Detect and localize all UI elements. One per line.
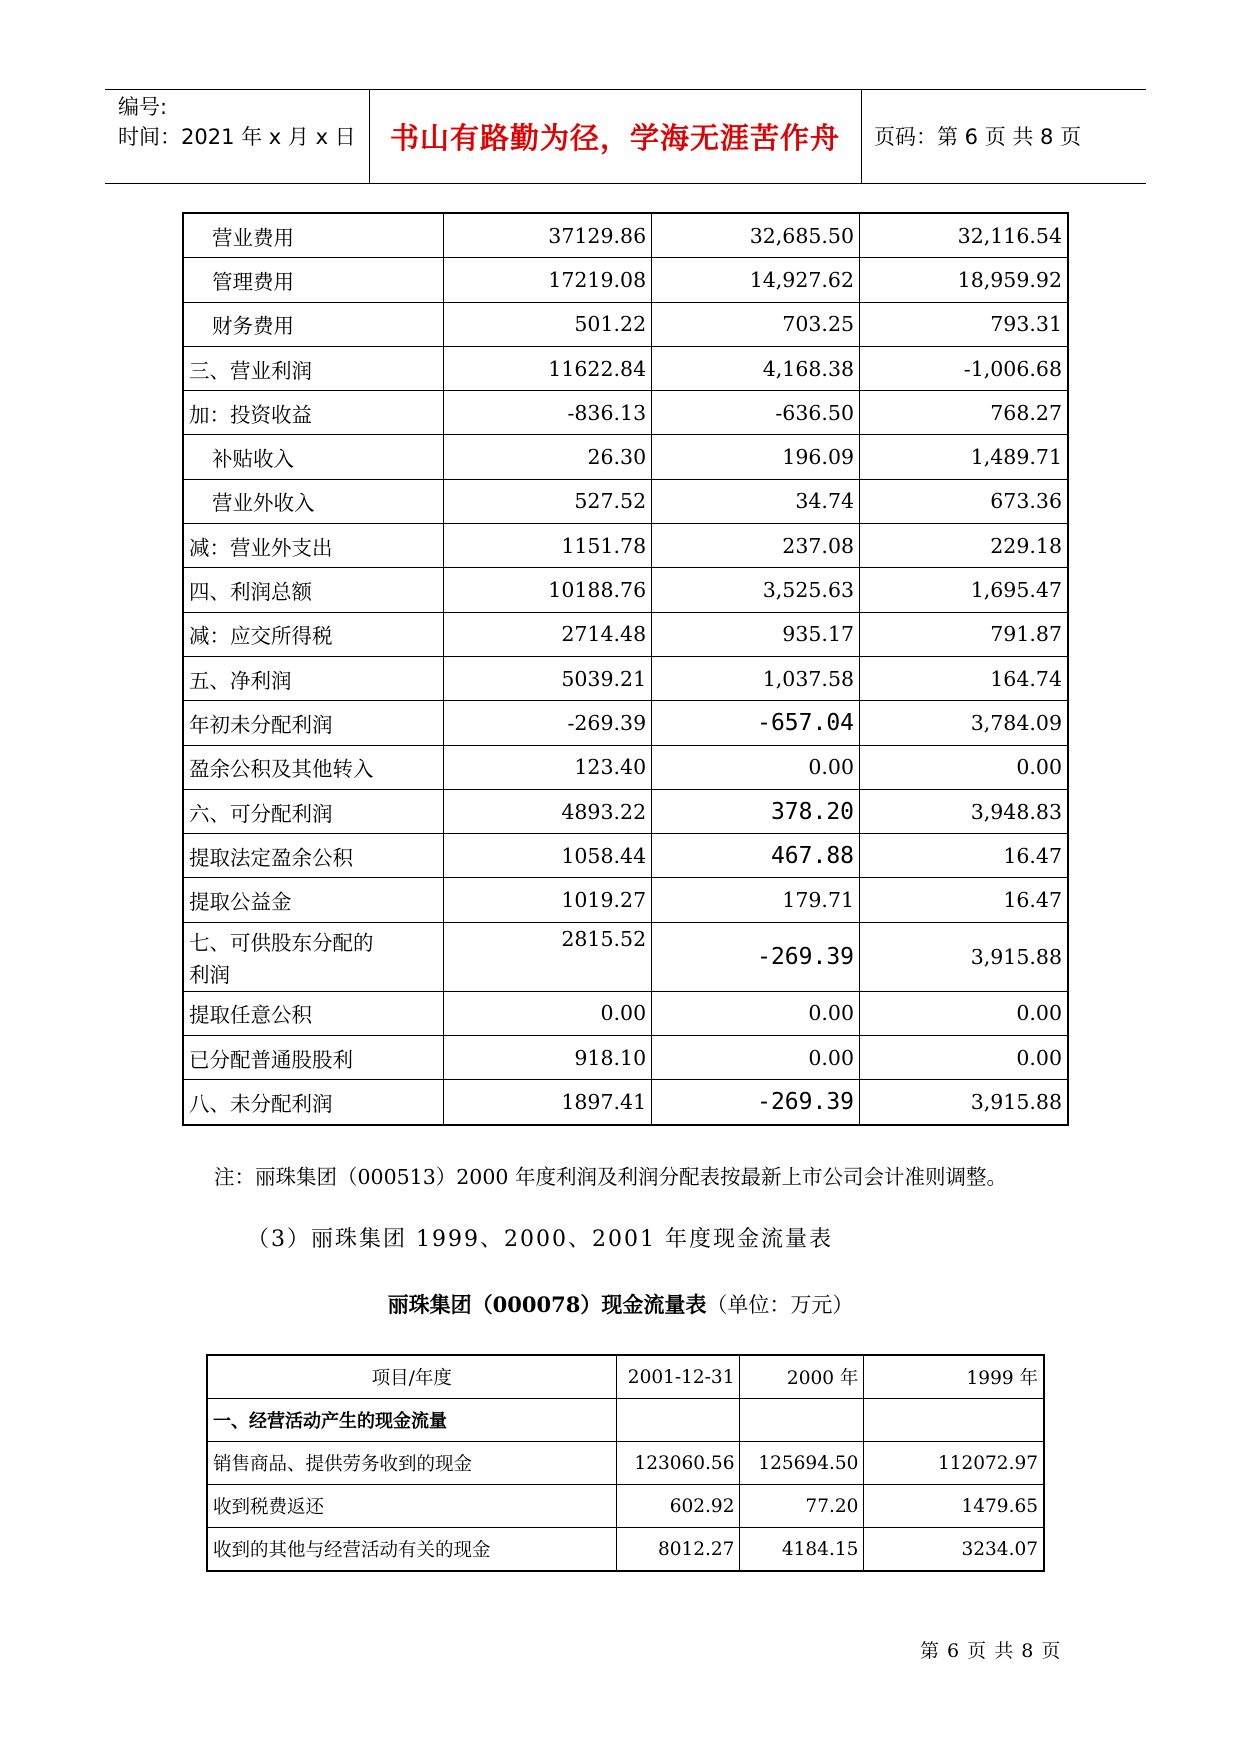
table-row bbox=[183, 878, 1068, 922]
cell-value: 0.00 bbox=[860, 745, 1068, 789]
cell-value: 123060.56 bbox=[616, 1442, 740, 1485]
cell-value: 32,685.50 bbox=[652, 213, 860, 258]
cell-value: -269.39 bbox=[652, 1080, 860, 1125]
row-label: 已分配普通股股利 bbox=[183, 1036, 444, 1080]
row-label: 提取法定盈余公积 bbox=[183, 834, 444, 878]
table-row bbox=[183, 524, 1068, 568]
table-row bbox=[207, 1485, 1044, 1528]
cell-value: 378.20 bbox=[652, 789, 860, 833]
table-row bbox=[183, 213, 1068, 258]
cell-value: 0.00 bbox=[860, 991, 1068, 1035]
cell-value: 123.40 bbox=[444, 745, 652, 789]
table-row bbox=[207, 1442, 1044, 1485]
table-row bbox=[183, 656, 1068, 700]
row-label: 补贴收入 bbox=[183, 435, 444, 479]
row-label: 五、净利润 bbox=[183, 656, 444, 700]
column-header: 2001-12-31 bbox=[616, 1355, 740, 1399]
cell-value: 32,116.54 bbox=[860, 213, 1068, 258]
column-header: 1999 年 bbox=[864, 1355, 1044, 1399]
cell-value: 179.71 bbox=[652, 878, 860, 922]
cell-value: 2714.48 bbox=[444, 612, 652, 656]
row-label: 提取任意公积 bbox=[183, 991, 444, 1035]
cell-value: 602.92 bbox=[616, 1485, 740, 1528]
cell-value: 0.00 bbox=[444, 991, 652, 1035]
cell-value: 467.88 bbox=[652, 834, 860, 878]
table-row bbox=[183, 302, 1068, 346]
cell-value: 5039.21 bbox=[444, 656, 652, 700]
cell-value: 16.47 bbox=[860, 878, 1068, 922]
cell-value: 8012.27 bbox=[616, 1528, 740, 1572]
row-label: 加：投资收益 bbox=[183, 391, 444, 435]
cashflow-table bbox=[206, 1354, 1045, 1572]
cell-value: 0.00 bbox=[860, 1036, 1068, 1080]
cell-value: 26.30 bbox=[444, 435, 652, 479]
cashflow-caption bbox=[0, 1289, 1241, 1319]
table-row bbox=[183, 391, 1068, 435]
row-label: 销售商品、提供劳务收到的现金 bbox=[207, 1442, 616, 1485]
cell-value: 0.00 bbox=[652, 991, 860, 1035]
cell-value: 229.18 bbox=[860, 524, 1068, 568]
cell-value: 1,037.58 bbox=[652, 656, 860, 700]
cell-value: 164.74 bbox=[860, 656, 1068, 700]
cell-value: 1479.65 bbox=[864, 1485, 1044, 1528]
cell-value: -836.13 bbox=[444, 391, 652, 435]
row-label: 三、营业利润 bbox=[183, 346, 444, 390]
row-label: 营业外收入 bbox=[183, 479, 444, 523]
cell-value: 0.00 bbox=[652, 1036, 860, 1080]
page-footer: 第 6 页 共 8 页 bbox=[920, 1640, 1062, 1662]
cell-value: 125694.50 bbox=[740, 1442, 864, 1485]
cell-value: -636.50 bbox=[652, 391, 860, 435]
time-label: 时间：2021 年 x 月 x 日 bbox=[118, 125, 356, 149]
cell-value: 2815.52 bbox=[444, 922, 652, 991]
cell-value: 17219.08 bbox=[444, 258, 652, 302]
column-header: 项目/年度 bbox=[207, 1355, 616, 1399]
header-divider-right bbox=[861, 89, 862, 183]
row-label: 收到税费返还 bbox=[207, 1485, 616, 1528]
cell-value: 527.52 bbox=[444, 479, 652, 523]
column-header: 2000 年 bbox=[740, 1355, 864, 1399]
table-row bbox=[183, 991, 1068, 1035]
row-label: 财务费用 bbox=[183, 302, 444, 346]
cell-value: 1058.44 bbox=[444, 834, 652, 878]
cell-value: 1,695.47 bbox=[860, 568, 1068, 612]
cell-value: 673.36 bbox=[860, 479, 1068, 523]
cell-value: 18,959.92 bbox=[860, 258, 1068, 302]
row-label: 一、经营活动产生的现金流量 bbox=[207, 1399, 616, 1442]
header-meta bbox=[118, 92, 356, 152]
cell-value bbox=[740, 1399, 864, 1442]
table-row bbox=[183, 789, 1068, 833]
cell-value: 918.10 bbox=[444, 1036, 652, 1080]
cell-value: 4184.15 bbox=[740, 1528, 864, 1572]
row-label: 减：营业外支出 bbox=[183, 524, 444, 568]
cell-value: -657.04 bbox=[652, 701, 860, 745]
cell-value bbox=[616, 1399, 740, 1442]
cell-value: 703.25 bbox=[652, 302, 860, 346]
cell-value: 1,489.71 bbox=[860, 435, 1068, 479]
cell-value: 3,915.88 bbox=[860, 922, 1068, 991]
cell-value: 768.27 bbox=[860, 391, 1068, 435]
table-row bbox=[183, 1036, 1068, 1080]
cell-value: 791.87 bbox=[860, 612, 1068, 656]
cashflow-title: 丽珠集团（000078）现金流量表 bbox=[387, 1292, 707, 1317]
table-row bbox=[183, 922, 1068, 991]
cell-value: 1151.78 bbox=[444, 524, 652, 568]
cell-value: 3234.07 bbox=[864, 1528, 1044, 1572]
cell-value: 37129.86 bbox=[444, 213, 652, 258]
row-label: 管理费用 bbox=[183, 258, 444, 302]
section-heading: （3）丽珠集团 1999、2000、2001 年度现金流量表 bbox=[247, 1227, 833, 1252]
row-label-text: 七、可供股东分配的利润 bbox=[189, 930, 374, 987]
cell-value: -269.39 bbox=[652, 922, 860, 991]
cell-value: 0.00 bbox=[652, 745, 860, 789]
row-label: 收到的其他与经营活动有关的现金 bbox=[207, 1528, 616, 1572]
table-row bbox=[183, 258, 1068, 302]
row-label: 六、可分配利润 bbox=[183, 789, 444, 833]
cell-value: 4,168.38 bbox=[652, 346, 860, 390]
table-row bbox=[183, 1080, 1068, 1125]
cell-value: 793.31 bbox=[860, 302, 1068, 346]
row-label bbox=[183, 922, 444, 991]
table-header-row bbox=[207, 1355, 1044, 1399]
row-label: 提取公益金 bbox=[183, 878, 444, 922]
cell-value: 11622.84 bbox=[444, 346, 652, 390]
table-row bbox=[183, 701, 1068, 745]
cell-value: 1897.41 bbox=[444, 1080, 652, 1125]
row-label: 营业费用 bbox=[183, 213, 444, 258]
cashflow-unit: （单位：万元） bbox=[706, 1293, 854, 1317]
serial-label: 编号: bbox=[118, 95, 168, 119]
cell-value: 16.47 bbox=[860, 834, 1068, 878]
cell-value: 501.22 bbox=[444, 302, 652, 346]
table-row bbox=[183, 612, 1068, 656]
header-page-label: 页码：第 6 页 共 8 页 bbox=[874, 125, 1082, 149]
table-row bbox=[207, 1399, 1044, 1442]
cell-value: 1019.27 bbox=[444, 878, 652, 922]
cell-value: 77.20 bbox=[740, 1485, 864, 1528]
cell-value bbox=[864, 1399, 1044, 1442]
table-row bbox=[183, 346, 1068, 390]
header-motto: 书山有路勤为径，学海无涯苦作舟 bbox=[389, 120, 840, 155]
table-row bbox=[207, 1528, 1044, 1572]
cell-value: -269.39 bbox=[444, 701, 652, 745]
income-table bbox=[182, 212, 1069, 1126]
header-bottom-rule bbox=[105, 183, 1146, 184]
row-label: 盈余公积及其他转入 bbox=[183, 745, 444, 789]
cell-value: 3,784.09 bbox=[860, 701, 1068, 745]
cell-value: 112072.97 bbox=[864, 1442, 1044, 1485]
cell-value: 3,915.88 bbox=[860, 1080, 1068, 1125]
table-row bbox=[183, 745, 1068, 789]
cell-value: 3,948.83 bbox=[860, 789, 1068, 833]
cell-value: 10188.76 bbox=[444, 568, 652, 612]
cell-value: 34.74 bbox=[652, 479, 860, 523]
cell-value: 3,525.63 bbox=[652, 568, 860, 612]
cell-value: 935.17 bbox=[652, 612, 860, 656]
table-row bbox=[183, 479, 1068, 523]
row-label: 年初未分配利润 bbox=[183, 701, 444, 745]
cell-value: 196.09 bbox=[652, 435, 860, 479]
cell-value: -1,006.68 bbox=[860, 346, 1068, 390]
table-row bbox=[183, 834, 1068, 878]
table-row bbox=[183, 568, 1068, 612]
row-label: 减：应交所得税 bbox=[183, 612, 444, 656]
table-note: 注：丽珠集团（000513）2000 年度利润及利润分配表按最新上市公司会计准则调整。 bbox=[214, 1165, 1007, 1189]
cell-value: 14,927.62 bbox=[652, 258, 860, 302]
row-label: 四、利润总额 bbox=[183, 568, 444, 612]
table-row bbox=[183, 435, 1068, 479]
row-label: 八、未分配利润 bbox=[183, 1080, 444, 1125]
cell-value: 237.08 bbox=[652, 524, 860, 568]
cell-value: 4893.22 bbox=[444, 789, 652, 833]
